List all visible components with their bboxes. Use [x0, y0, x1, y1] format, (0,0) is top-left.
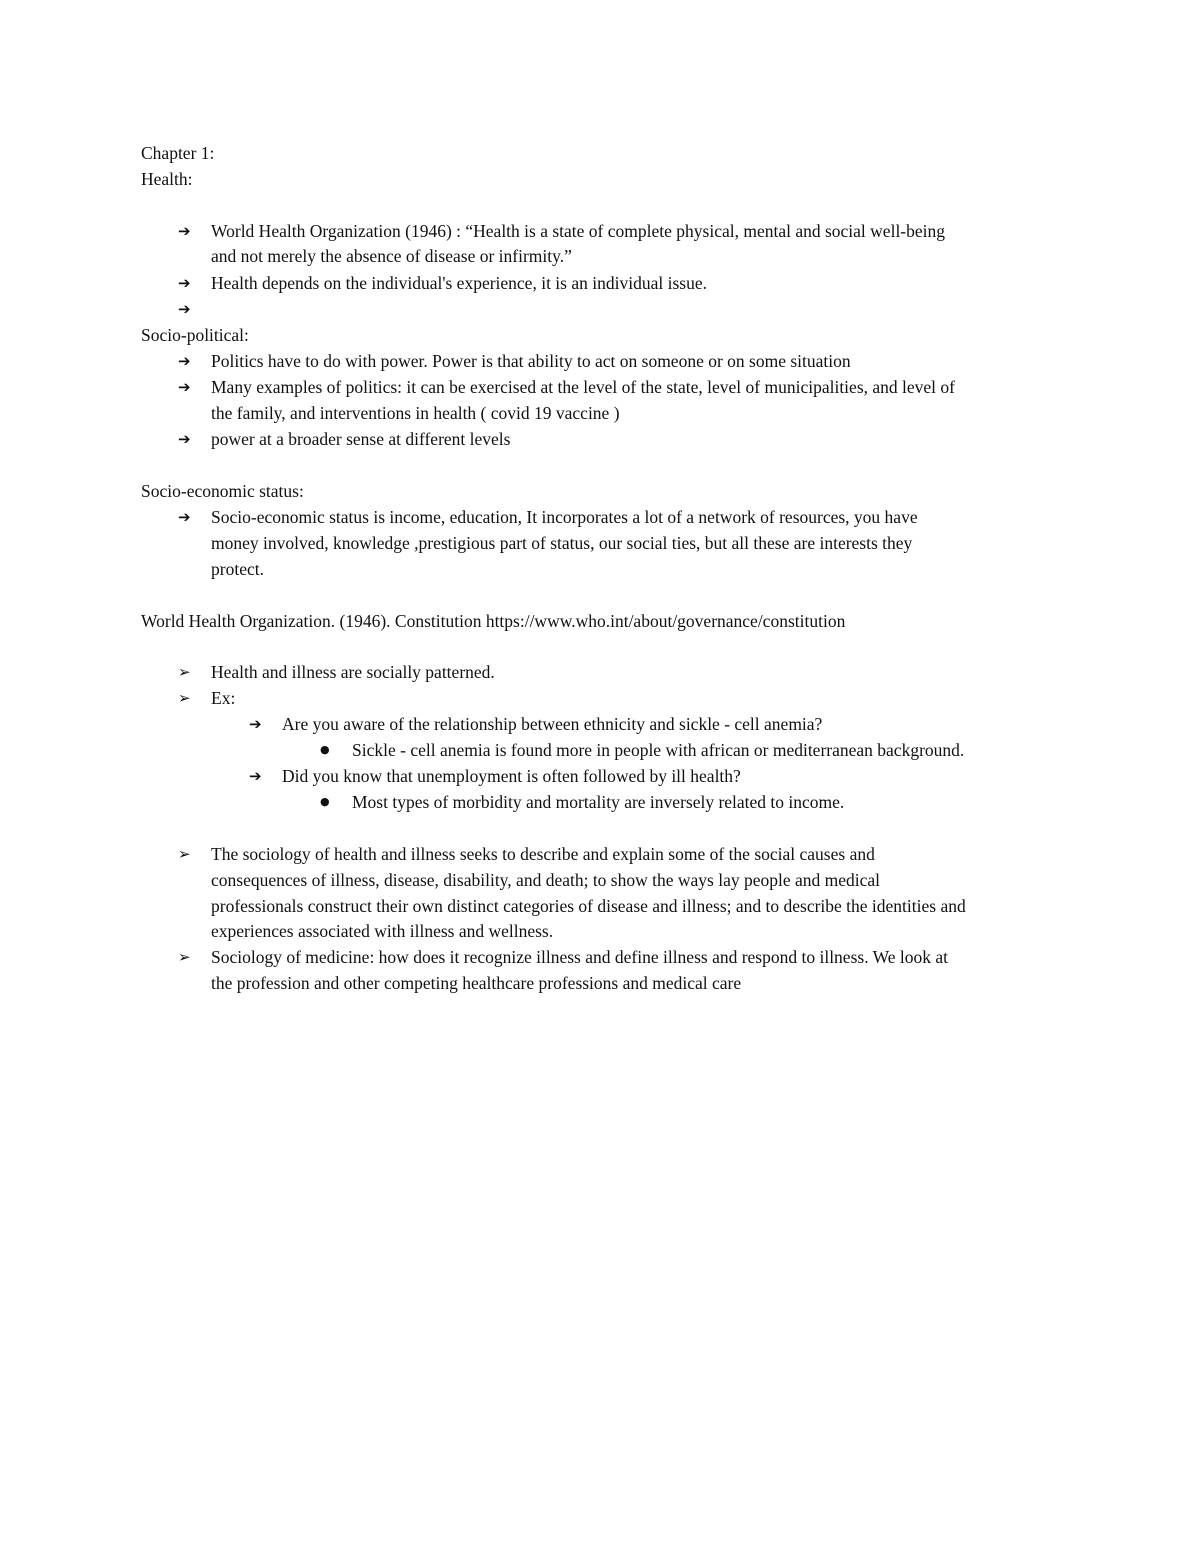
arrow-bullet-icon: ➔ [178, 274, 191, 292]
list-item-ses-definition-cont: money involved, knowledge ,prestigious part of status, our social ties, but all these are interests they [211, 533, 913, 553]
list-item-politics-examples: Many examples of politics: it can be exercised at the level of the state, level of municipalities, and level of [211, 377, 955, 397]
list-item-sociology-health-cont: consequences of illness, disease, disability, and death; to show the ways lay people and medical [211, 870, 881, 890]
list-item-politics-examples-cont: the family, and interventions in health ( covid 19 vaccine ) [211, 403, 620, 423]
arrow-bullet-icon: ➔ [178, 378, 191, 396]
list-item-sociology-health-cont: professionals construct their own distinct categories of disease and illness; and to describe the identities and [211, 896, 966, 916]
triangle-bullet-icon: ➢ [178, 689, 191, 707]
list-item-sociology-health: The sociology of health and illness seeks to describe and explain some of the social causes and [211, 844, 875, 864]
list-item-ses-definition-end: protect. [211, 559, 264, 579]
triangle-bullet-icon: ➢ [178, 663, 191, 681]
who-reference: World Health Organization. (1946). Constitution https://www.who.int/about/governance/constitution [141, 611, 846, 631]
list-item-who-definition-cont: and not merely the absence of disease or infirmity.” [211, 246, 572, 266]
dot-bullet-icon: ● [320, 795, 330, 808]
list-item-sociology-medicine-cont: the profession and other competing healthcare professions and medical care [211, 973, 742, 993]
sub-item-ethnicity-question: Are you aware of the relationship between ethnicity and sickle - cell anemia? [282, 714, 823, 734]
list-item-sociology-health-end: experiences associated with illness and wellness. [211, 921, 554, 941]
triangle-bullet-icon: ➢ [178, 948, 191, 966]
list-item-who-definition: World Health Organization (1946) : “Health is a state of complete physical, mental and social well-being [211, 221, 946, 241]
list-item-socially-patterned: Health and illness are socially patterned. [211, 662, 495, 682]
list-item-politics-power: Politics have to do with power. Power is that ability to act on someone or on some situation [211, 351, 851, 371]
health-heading: Health: [141, 169, 193, 189]
triangle-bullet-icon: ➢ [178, 845, 191, 863]
arrow-bullet-icon: ➔ [178, 508, 191, 526]
chapter-heading: Chapter 1: [141, 143, 215, 163]
sub-sub-item-sickle-cell: Sickle - cell anemia is found more in people with african or mediterranean background. [352, 740, 965, 760]
arrow-bullet-icon: ➔ [178, 300, 191, 318]
socio-economic-heading: Socio-economic status: [141, 481, 304, 501]
arrow-bullet-icon: ➔ [249, 767, 262, 785]
arrow-bullet-icon: ➔ [178, 222, 191, 240]
arrow-bullet-icon: ➔ [178, 352, 191, 370]
arrow-bullet-icon: ➔ [178, 430, 191, 448]
list-item-ses-definition: Socio-economic status is income, education, It incorporates a lot of a network of resources, you have [211, 507, 918, 527]
dot-bullet-icon: ● [320, 743, 330, 756]
sub-sub-item-morbidity-income: Most types of morbidity and mortality are inversely related to income. [352, 792, 845, 812]
sub-item-unemployment-question: Did you know that unemployment is often followed by ill health? [282, 766, 741, 786]
arrow-bullet-icon: ➔ [249, 715, 262, 733]
list-item-example: Ex: [211, 688, 236, 708]
list-item-power-levels: power at a broader sense at different levels [211, 429, 511, 449]
list-item-sociology-medicine: Sociology of medicine: how does it recognize illness and define illness and respond to illness. We look at [211, 947, 949, 967]
socio-political-heading: Socio-political: [141, 325, 249, 345]
list-item-individual-experience: Health depends on the individual's experience, it is an individual issue. [211, 273, 707, 293]
